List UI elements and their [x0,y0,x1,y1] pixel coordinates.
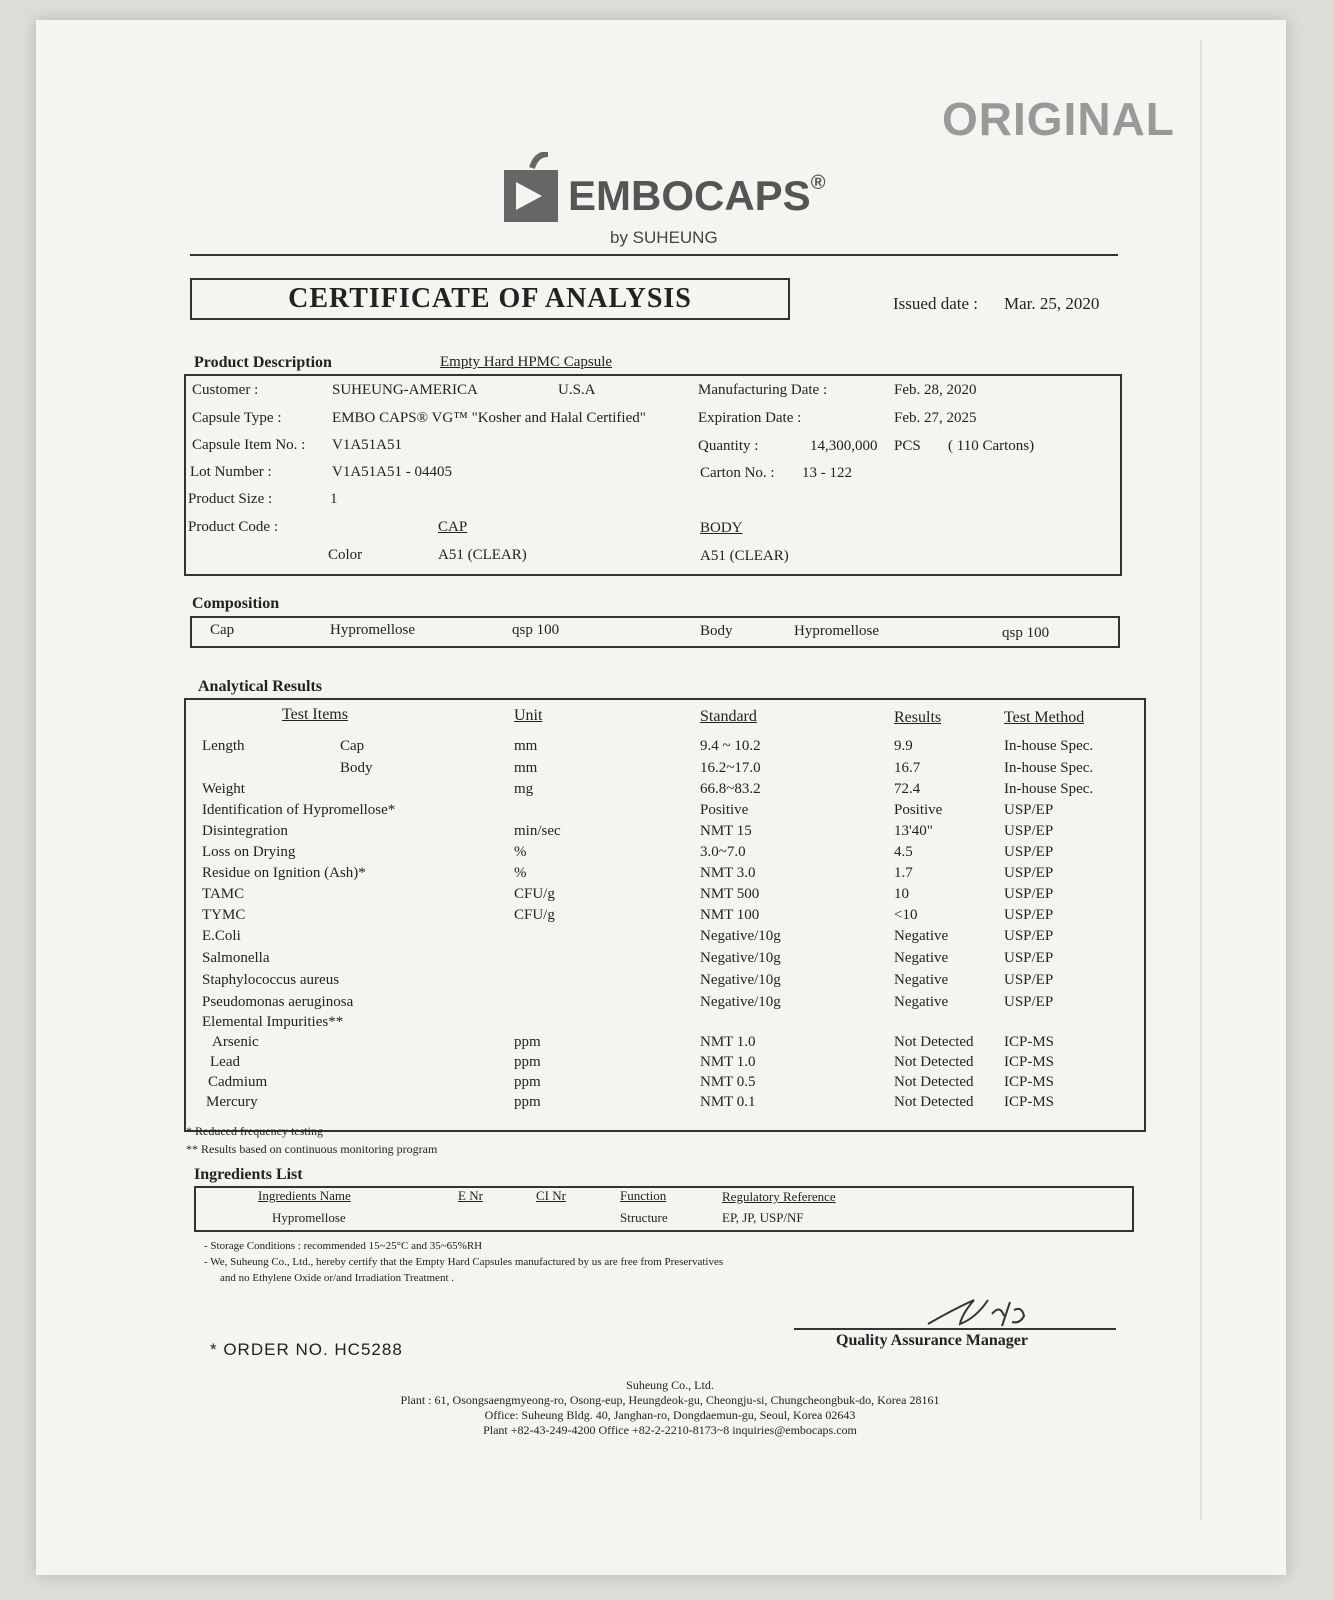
analysis-result: 4.5 [894,844,913,860]
product-size-label: Product Size : [188,491,273,507]
cap-color: A51 (CLEAR) [438,547,527,563]
analysis-unit: ppm [514,1094,541,1110]
analysis-result: 10 [894,886,909,902]
analysis-result: <10 [894,907,918,923]
analysis-result: 16.7 [894,760,921,776]
analysis-method: In-house Spec. [1004,738,1094,754]
product-description-heading: Product Description [194,354,332,371]
analysis-method: USP/EP [1004,844,1054,860]
ingredients-header-enr: E Nr [458,1188,483,1203]
analysis-standard: NMT 0.5 [700,1074,756,1090]
analysis-method: ICP-MS [1004,1034,1055,1050]
ingredients-header-name: Ingredients Name [258,1188,351,1203]
original-stamp: ORIGINAL [942,93,1175,145]
expiration-date-value: Feb. 27, 2025 [894,410,977,426]
color-label: Color [328,547,363,563]
header-standard: Standard [700,708,757,725]
analysis-method: In-house Spec. [1004,760,1094,776]
composition-cap-qsp: qsp 100 [512,622,560,638]
analysis-unit: CFU/g [514,886,555,902]
brand-by: by SUHEUNG [610,228,718,247]
analysis-method: In-house Spec. [1004,781,1094,797]
analysis-unit: min/sec [514,823,561,839]
customer-label: Customer : [192,382,259,398]
ingredient-name: Hypromellose [272,1210,346,1225]
analysis-item: Salmonella [202,950,270,966]
quantity-label: Quantity : [698,438,759,454]
analysis-method: ICP-MS [1004,1094,1055,1110]
lot-number-label: Lot Number : [190,464,272,480]
storage-conditions: - Storage Conditions : recommended 15~25°C and 35~65%RH [204,1240,483,1252]
ingredients-header-function: Function [620,1188,667,1203]
analysis-result: Negative [894,928,949,944]
composition-body-material: Hypromellose [794,623,879,639]
analysis-result: Not Detected [894,1034,974,1050]
analysis-standard: NMT 500 [700,886,760,902]
analysis-result: 72.4 [894,781,921,797]
analysis-item: Identification of Hypromellose* [202,802,396,818]
footer-contact: Plant +82-43-249-4200 Office +82-2-2210-8173~8 inquiries@embocaps.com [483,1423,857,1437]
analysis-item: TYMC [202,907,246,923]
analysis-result: Positive [894,802,943,818]
analysis-item: Mercury [206,1094,258,1110]
manufacturing-date-label: Manufacturing Date : [698,382,828,398]
footer-plant-address: Plant : 61, Osongsaengmyeong-ro, Osong-eup, Heungdeok-gu, Cheongju-si, Chungcheongbuk-do, Korea 28161 [400,1393,940,1407]
analysis-standard: Negative/10g [700,994,781,1010]
analysis-item: Lead [210,1054,240,1070]
manufacturing-date-value: Feb. 28, 2020 [894,382,977,398]
analysis-result: Negative [894,994,949,1010]
analytical-heading: Analytical Results [198,678,322,695]
lot-number-value: V1A51A51 - 04405 [332,464,452,480]
signature-title: Quality Assurance Manager [836,1332,1028,1349]
analysis-method: USP/EP [1004,865,1054,881]
analytical-box [184,698,1146,1132]
analysis-item: TAMC [202,886,245,902]
order-number: * ORDER NO. HC5288 [210,1340,403,1359]
analysis-item: Disintegration [202,823,288,839]
analysis-result: Not Detected [894,1074,974,1090]
analysis-sub: Cap [340,738,365,754]
issued-date-label: Issued date : [893,294,978,313]
analysis-method: USP/EP [1004,928,1054,944]
analysis-unit: ppm [514,1034,541,1050]
analysis-item: E.Coli [202,928,241,944]
ingredients-heading: Ingredients List [194,1166,303,1183]
analysis-method: USP/EP [1004,802,1054,818]
analysis-method: ICP-MS [1004,1054,1055,1070]
analysis-unit: mm [514,738,538,754]
paper-fold [1200,40,1202,1520]
ingredient-reference: EP, JP, USP/NF [722,1210,804,1225]
composition-heading: Composition [192,595,280,612]
ingredients-header-reference: Regulatory Reference [722,1189,836,1204]
carton-no-value: 13 - 122 [802,465,852,481]
analysis-unit: mm [514,760,538,776]
embocaps-logo-icon [502,152,564,229]
expiration-date-label: Expiration Date : [698,410,802,426]
quantity-unit: PCS [894,438,921,454]
body-color: A51 (CLEAR) [700,548,789,564]
product-size-value: 1 [330,491,338,507]
footnote-reduced: * Reduced frequency testing [186,1124,323,1138]
composition-body-qsp: qsp 100 [1002,625,1050,641]
analysis-method: ICP-MS [1004,1074,1055,1090]
quantity-value: 14,300,000 [810,438,878,454]
capsule-type-value: EMBO CAPS® VG™ "Kosher and Halal Certified" [332,410,646,426]
composition-body-label: Body [700,623,733,639]
analysis-item: Length [202,738,245,754]
analysis-item: Weight [202,781,245,797]
ingredients-header-cinr: CI Nr [536,1188,566,1203]
analysis-unit: % [514,865,527,881]
analysis-standard: Negative/10g [700,972,781,988]
capsule-item-value: V1A51A51 [332,437,402,453]
analysis-result: Not Detected [894,1094,974,1110]
analysis-standard: 3.0~7.0 [700,844,746,860]
analysis-method: USP/EP [1004,907,1054,923]
composition-cap-material: Hypromellose [330,622,415,638]
header-test-items: Test Items [282,706,348,723]
analysis-item: Staphylococcus aureus [202,972,340,988]
header-test-method: Test Method [1004,709,1085,726]
document-title: CERTIFICATE OF ANALYSIS [190,278,790,320]
header-unit: Unit [514,707,543,724]
customer-country: U.S.A [558,382,596,398]
analysis-unit: ppm [514,1054,541,1070]
analysis-item: Residue on Ignition (Ash)* [202,865,366,881]
header-divider [190,254,1118,256]
analysis-standard: 66.8~83.2 [700,781,761,797]
analysis-standard: NMT 1.0 [700,1054,756,1070]
footer-office-address: Office: Suheung Bldg. 40, Janghan-ro, Dongdaemun-gu, Seoul, Korea 02643 [484,1408,856,1422]
analysis-result: 9.9 [894,738,913,754]
carton-no-label: Carton No. : [700,465,775,481]
analysis-unit: mg [514,781,534,797]
signature-line [794,1328,1116,1330]
analysis-standard: Positive [700,802,749,818]
analysis-sub: Body [340,760,373,776]
analysis-item: Cadmium [208,1074,268,1090]
capsule-item-label: Capsule Item No. : [192,437,306,453]
analysis-item: Loss on Drying [202,844,296,860]
analysis-standard: 9.4 ~ 10.2 [700,738,761,754]
certification-line-2: and no Ethylene Oxide or/and Irradiation Treatment . [220,1272,454,1284]
quantity-cartons: ( 110 Cartons) [948,438,1035,454]
certification-line-1: - We, Suheung Co., Ltd., hereby certify that the Empty Hard Capsules manufactured by us are free from Preservatives [204,1256,724,1268]
analysis-item: Elemental Impurities** [202,1014,344,1030]
analysis-result: Not Detected [894,1054,974,1070]
body-header: BODY [700,520,743,536]
analysis-item: Pseudomonas aeruginosa [202,994,354,1010]
analysis-unit: % [514,844,527,860]
analysis-method: USP/EP [1004,972,1054,988]
product-description-value: Empty Hard HPMC Capsule [440,354,613,370]
ingredient-function: Structure [620,1210,668,1225]
customer-value: SUHEUNG-AMERICA [332,382,478,398]
analysis-result: Negative [894,950,949,966]
cap-header: CAP [438,519,468,535]
product-box [184,374,1122,576]
analysis-result: Negative [894,972,949,988]
analysis-method: USP/EP [1004,994,1054,1010]
analysis-standard: NMT 1.0 [700,1034,756,1050]
analysis-method: USP/EP [1004,950,1054,966]
header-results: Results [894,709,942,726]
analysis-result: 1.7 [894,865,913,881]
footnote-monitoring: ** Results based on continuous monitoring program [186,1142,438,1156]
analysis-result: 13'40" [894,823,933,839]
analysis-item: Arsenic [212,1034,259,1050]
composition-cap-label: Cap [210,622,235,638]
analysis-standard: Negative/10g [700,950,781,966]
analysis-standard: NMT 3.0 [700,865,756,881]
analysis-unit: CFU/g [514,907,555,923]
analysis-standard: Negative/10g [700,928,781,944]
analysis-standard: 16.2~17.0 [700,760,761,776]
issued-date-value: Mar. 25, 2020 [1004,294,1100,313]
product-code-label: Product Code : [188,519,278,535]
brand-name: EMBOCAPS® [568,172,826,219]
analysis-standard: NMT 0.1 [700,1094,756,1110]
analysis-method: USP/EP [1004,886,1054,902]
capsule-type-label: Capsule Type : [192,410,282,426]
analysis-standard: NMT 15 [700,823,752,839]
footer-company: Suheung Co., Ltd. [626,1378,714,1392]
analysis-standard: NMT 100 [700,907,760,923]
analysis-method: USP/EP [1004,823,1054,839]
analysis-unit: ppm [514,1074,541,1090]
